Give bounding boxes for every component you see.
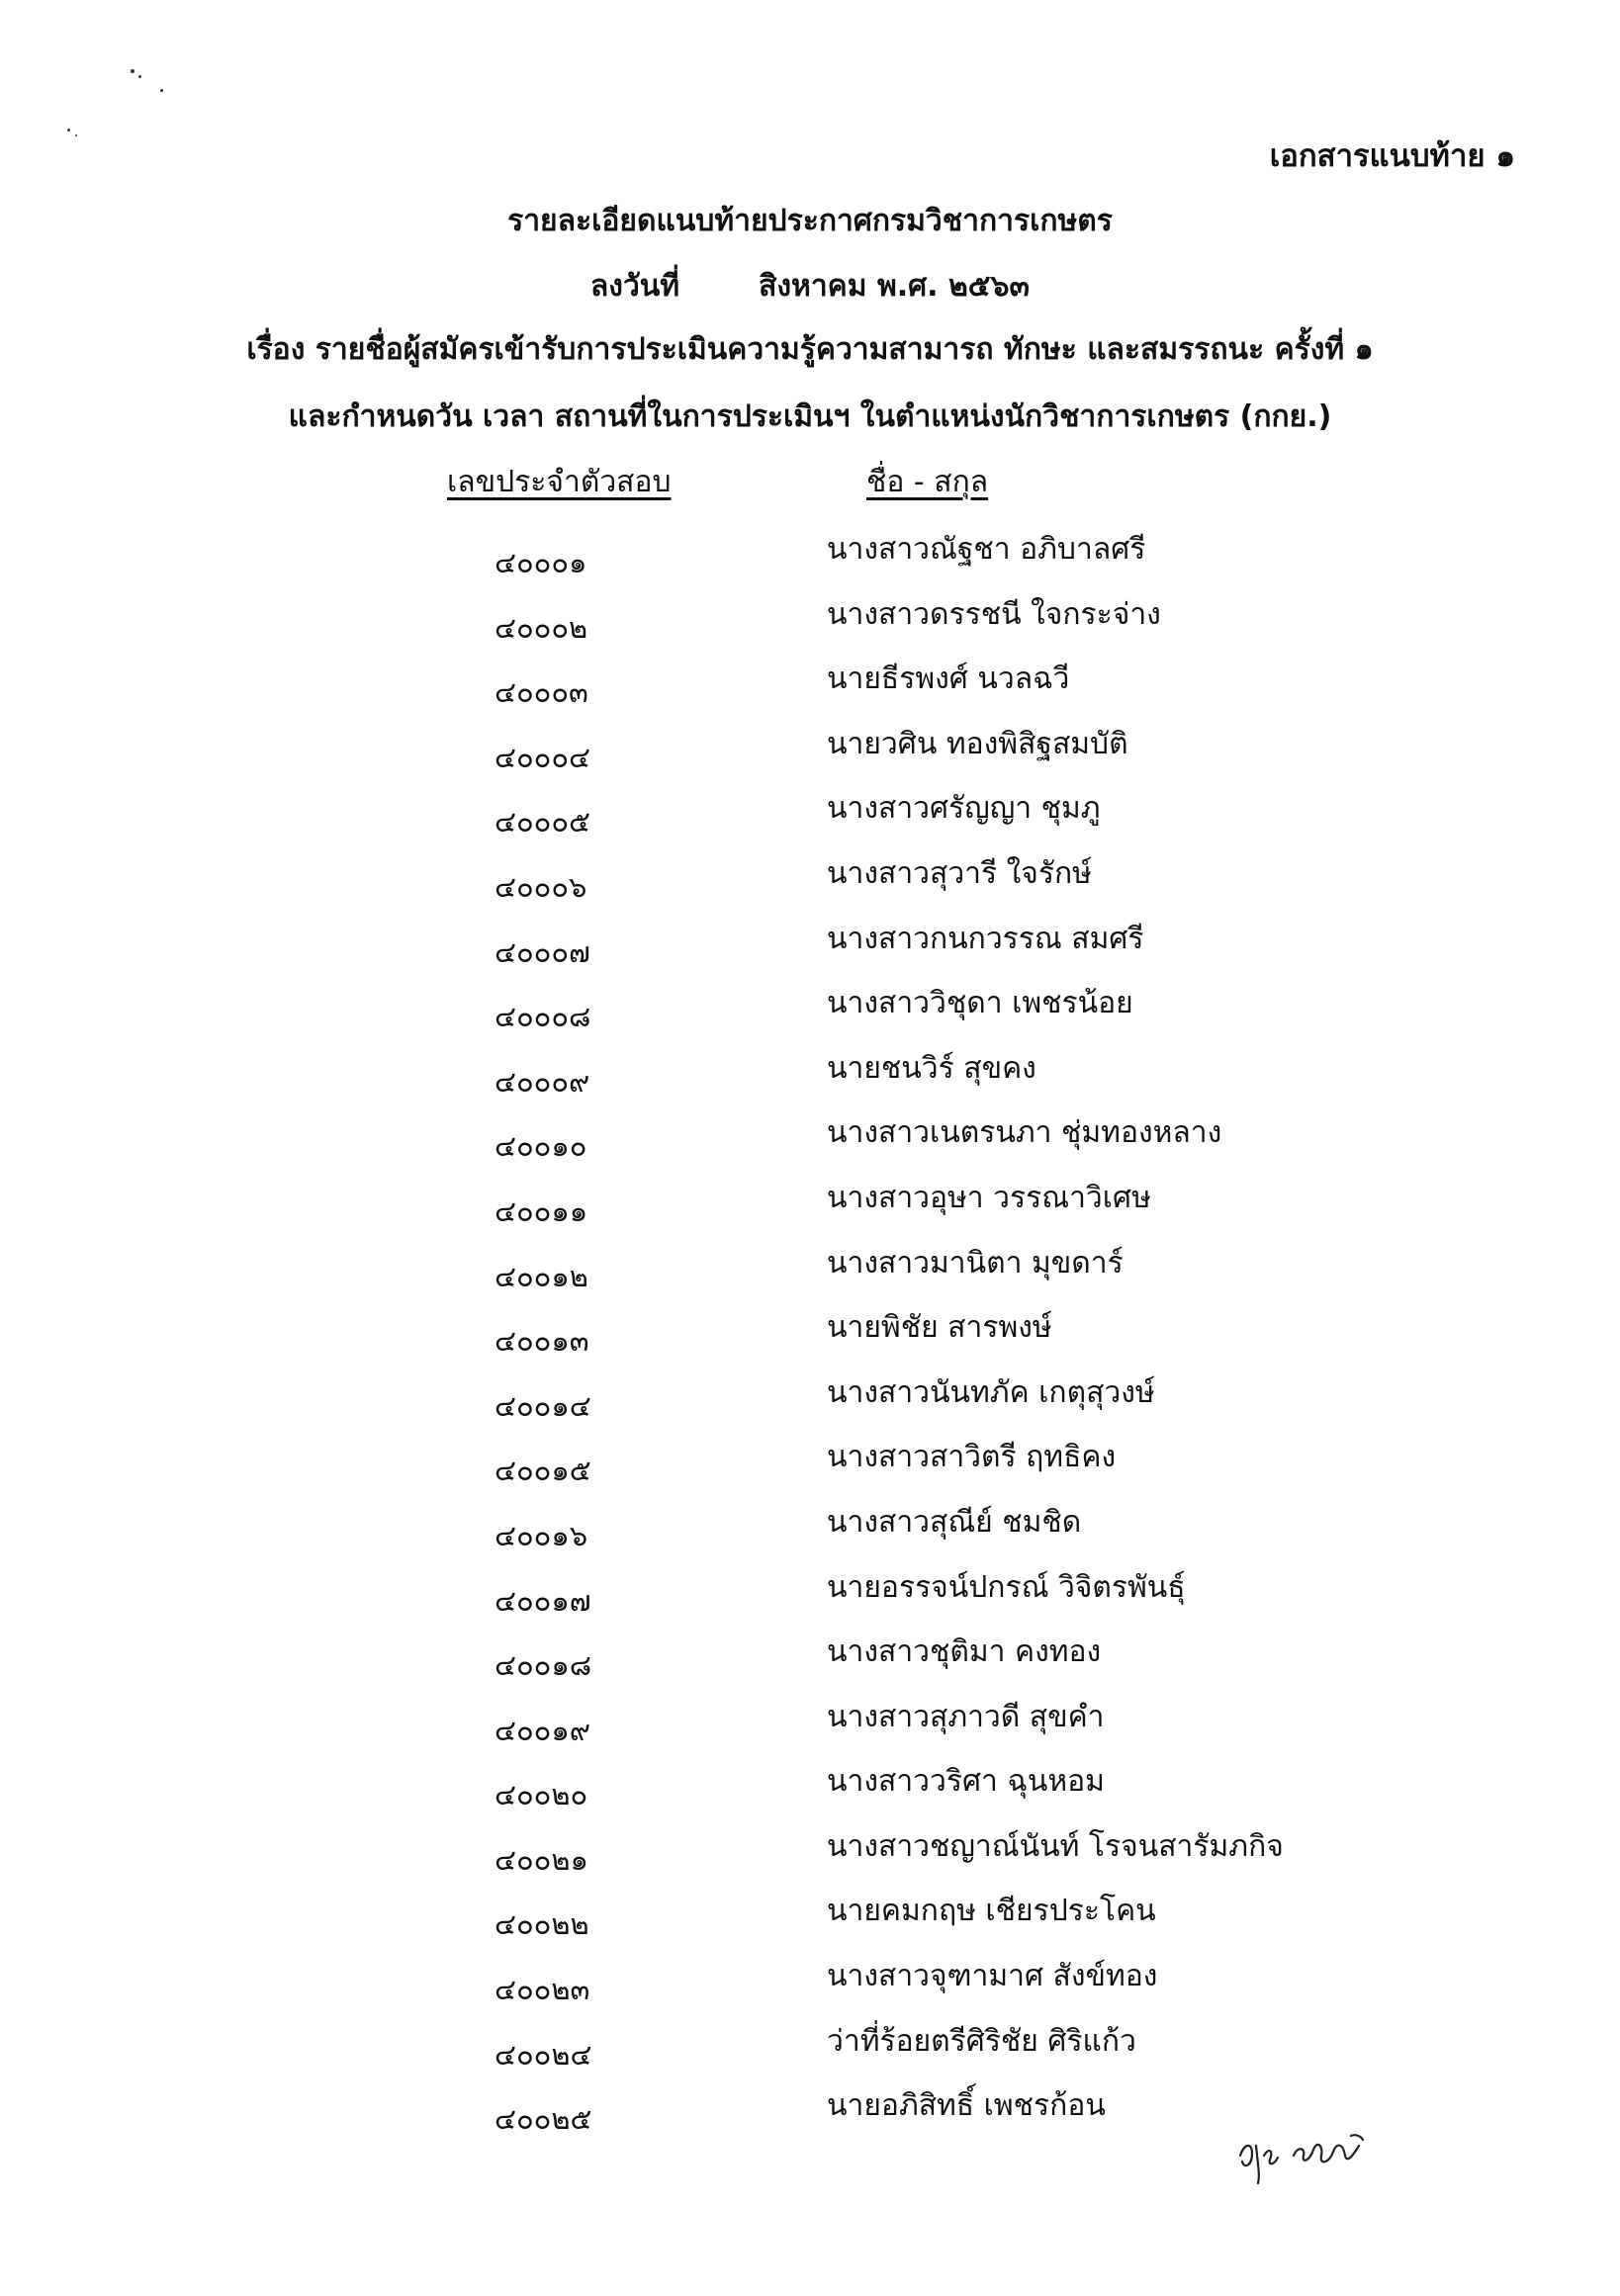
document-subject: เรื่อง รายชื่อผู้สมัครเข้ารับการประเมินความรู้ความสามารถ ทักษะ และสมรรถนะ ครั้งที่ ๑ (246, 332, 1374, 367)
table-row (0, 1823, 1620, 1889)
document-subject-continued: และกำหนดวัน เวลา สถานที่ในการประเมินฯ ในตำแหน่งนักวิชาการเกษตร (กกย.) (288, 399, 1332, 434)
candidate-name: นางสาววิชุดา เพชรน้อย (827, 986, 1133, 1021)
candidate-name: นางสาวชญาณ์นันท์ โรจนสารัมภกิจ (827, 1828, 1284, 1864)
candidate-name: นางสาววริศา ฉุนหอม (827, 1764, 1105, 1800)
candidate-name: นางสาวดรรชนี ใจกระจ่าง (827, 596, 1161, 632)
exam-id: ๔๐๐๑๗ (495, 1583, 591, 1618)
exam-id: ๔๐๐๑๘ (495, 1648, 592, 1683)
candidate-name: ว่าที่ร้อยตรีศิริชัย ศิริแก้ว (827, 2023, 1136, 2059)
table-row (0, 1175, 1620, 1240)
candidate-name: นางสาวสุณีย์ ชมชิด (827, 1504, 1082, 1540)
candidate-name: นางสาวณัฐชา อภิบาลศรี (827, 532, 1146, 567)
exam-id: ๔๐๐๐๗ (495, 934, 590, 969)
exam-id: ๔๐๐๑๒ (495, 1259, 588, 1293)
exam-id: ๔๐๐๐๑ (495, 546, 587, 579)
date-prefix: ลงวันที่ (589, 269, 680, 304)
exam-id: ๔๐๐๑๙ (495, 1713, 590, 1747)
handwritten-signature (1234, 2126, 1393, 2195)
candidate-name: นายชนวิร์ สุขคง (827, 1050, 1036, 1086)
candidate-name: นางสาวสุวารี ใจรักษ์ (827, 855, 1092, 891)
candidate-name: นางสาวมานิตา มุขดาร์ (827, 1245, 1124, 1280)
scan-speck (138, 75, 141, 78)
table-row (0, 916, 1620, 981)
candidate-name: นางสาวสาวิตรี ฤทธิคง (827, 1440, 1117, 1475)
document-title: รายละเอียดแนบท้ายประกาศกรมวิชาการเกษตร (507, 204, 1113, 238)
exam-id: ๔๐๐๐๕ (495, 805, 590, 839)
table-row (0, 1694, 1620, 1759)
table-row (0, 1564, 1620, 1630)
table-row (0, 1953, 1620, 2018)
exam-id: ๔๐๐๒๔ (495, 2037, 592, 2072)
document-date-line (0, 263, 1620, 309)
table-row (0, 1109, 1620, 1175)
exam-id: ๔๐๐๑๑ (495, 1193, 588, 1228)
candidate-name: นางสาวอุษา วรรณาวิเศษ (827, 1180, 1151, 1215)
table-row (0, 1499, 1620, 1564)
scan-speck (131, 69, 135, 73)
table-row (0, 1304, 1620, 1369)
table-row (0, 526, 1620, 591)
candidate-name: นางสาวกนกวรรณ สมศรี (827, 921, 1144, 956)
table-row (0, 2018, 1620, 2083)
candidate-list (0, 526, 1620, 2148)
exam-id: ๔๐๐๐๒ (495, 610, 588, 645)
column-header-full-name: ชื่อ - สกุล (866, 465, 989, 499)
attachment-label: เอกสารแนบท้าย ๑ (1269, 138, 1515, 174)
exam-id: ๔๐๐๒๕ (495, 2102, 592, 2137)
table-row (0, 1758, 1620, 1823)
table-row (0, 980, 1620, 1045)
candidate-name: นายอรรจน์ปกรณ์ วิจิตรพันธุ์ (827, 1569, 1186, 1605)
table-row (0, 1888, 1620, 1953)
exam-id: ๔๐๐๐๔ (495, 740, 590, 774)
table-row (0, 1434, 1620, 1499)
exam-id: ๔๐๐๒๐ (495, 1778, 588, 1812)
exam-id: ๔๐๐๐๖ (495, 869, 587, 904)
table-row (0, 850, 1620, 916)
column-header-exam-id: เลขประจำตัวสอบ (447, 465, 672, 499)
exam-id: ๔๐๐๐๘ (495, 1000, 591, 1034)
table-row (0, 785, 1620, 850)
exam-id: ๔๐๐๐๓ (495, 675, 588, 710)
candidate-name: นายอภิสิทธิ์ เพชรก้อน (827, 2088, 1106, 2124)
exam-id: ๔๐๐๑๓ (495, 1324, 589, 1359)
candidate-name: นายธีรพงศ์ นวลฉวี (827, 662, 1070, 697)
candidate-name: นางสาวศรัญญา ชุมภู (827, 791, 1101, 827)
candidate-name: นายพิชัย สารพงษ์ (827, 1310, 1052, 1346)
exam-id: ๔๐๐๐๙ (495, 1064, 590, 1099)
candidate-name: นางสาวจุฑามาศ สังข์ทอง (827, 1959, 1158, 1994)
table-row (0, 1240, 1620, 1305)
date-value: สิงหาคม พ.ศ. ๒๕๖๓ (759, 269, 1031, 304)
scan-speck (75, 134, 77, 136)
exam-id: ๔๐๐๒๑ (495, 1842, 588, 1877)
exam-id: ๔๐๐๑๔ (495, 1388, 591, 1423)
exam-id: ๔๐๐๑๖ (495, 1518, 588, 1552)
exam-id: ๔๐๐๑๕ (495, 1454, 591, 1488)
table-row (0, 1045, 1620, 1110)
exam-id: ๔๐๐๒๓ (495, 1973, 590, 2007)
table-row (0, 1629, 1620, 1694)
candidate-name: นางสาวนันทภัค เกตุสุวงษ์ (827, 1374, 1155, 1410)
candidate-name: นายวศิน ทองพิสิฐสมบัติ (827, 726, 1128, 761)
scan-speck (67, 129, 70, 132)
candidate-name: นางสาวสุภาวดี สุขคำ (827, 1699, 1105, 1734)
candidate-name: นายคมกฤษ เชียรประโคน (827, 1894, 1156, 1929)
table-row (0, 591, 1620, 657)
table-row (0, 656, 1620, 721)
exam-id: ๔๐๐๒๒ (495, 1907, 589, 1942)
candidate-name: นางสาวชุติมา คงทอง (827, 1634, 1102, 1670)
exam-id: ๔๐๐๑๐ (495, 1129, 587, 1164)
table-row (0, 721, 1620, 786)
candidate-name: นางสาวเนตรนภา ชุ่มทองหลาง (827, 1115, 1222, 1151)
table-row (0, 1369, 1620, 1435)
scan-speck (160, 89, 163, 92)
